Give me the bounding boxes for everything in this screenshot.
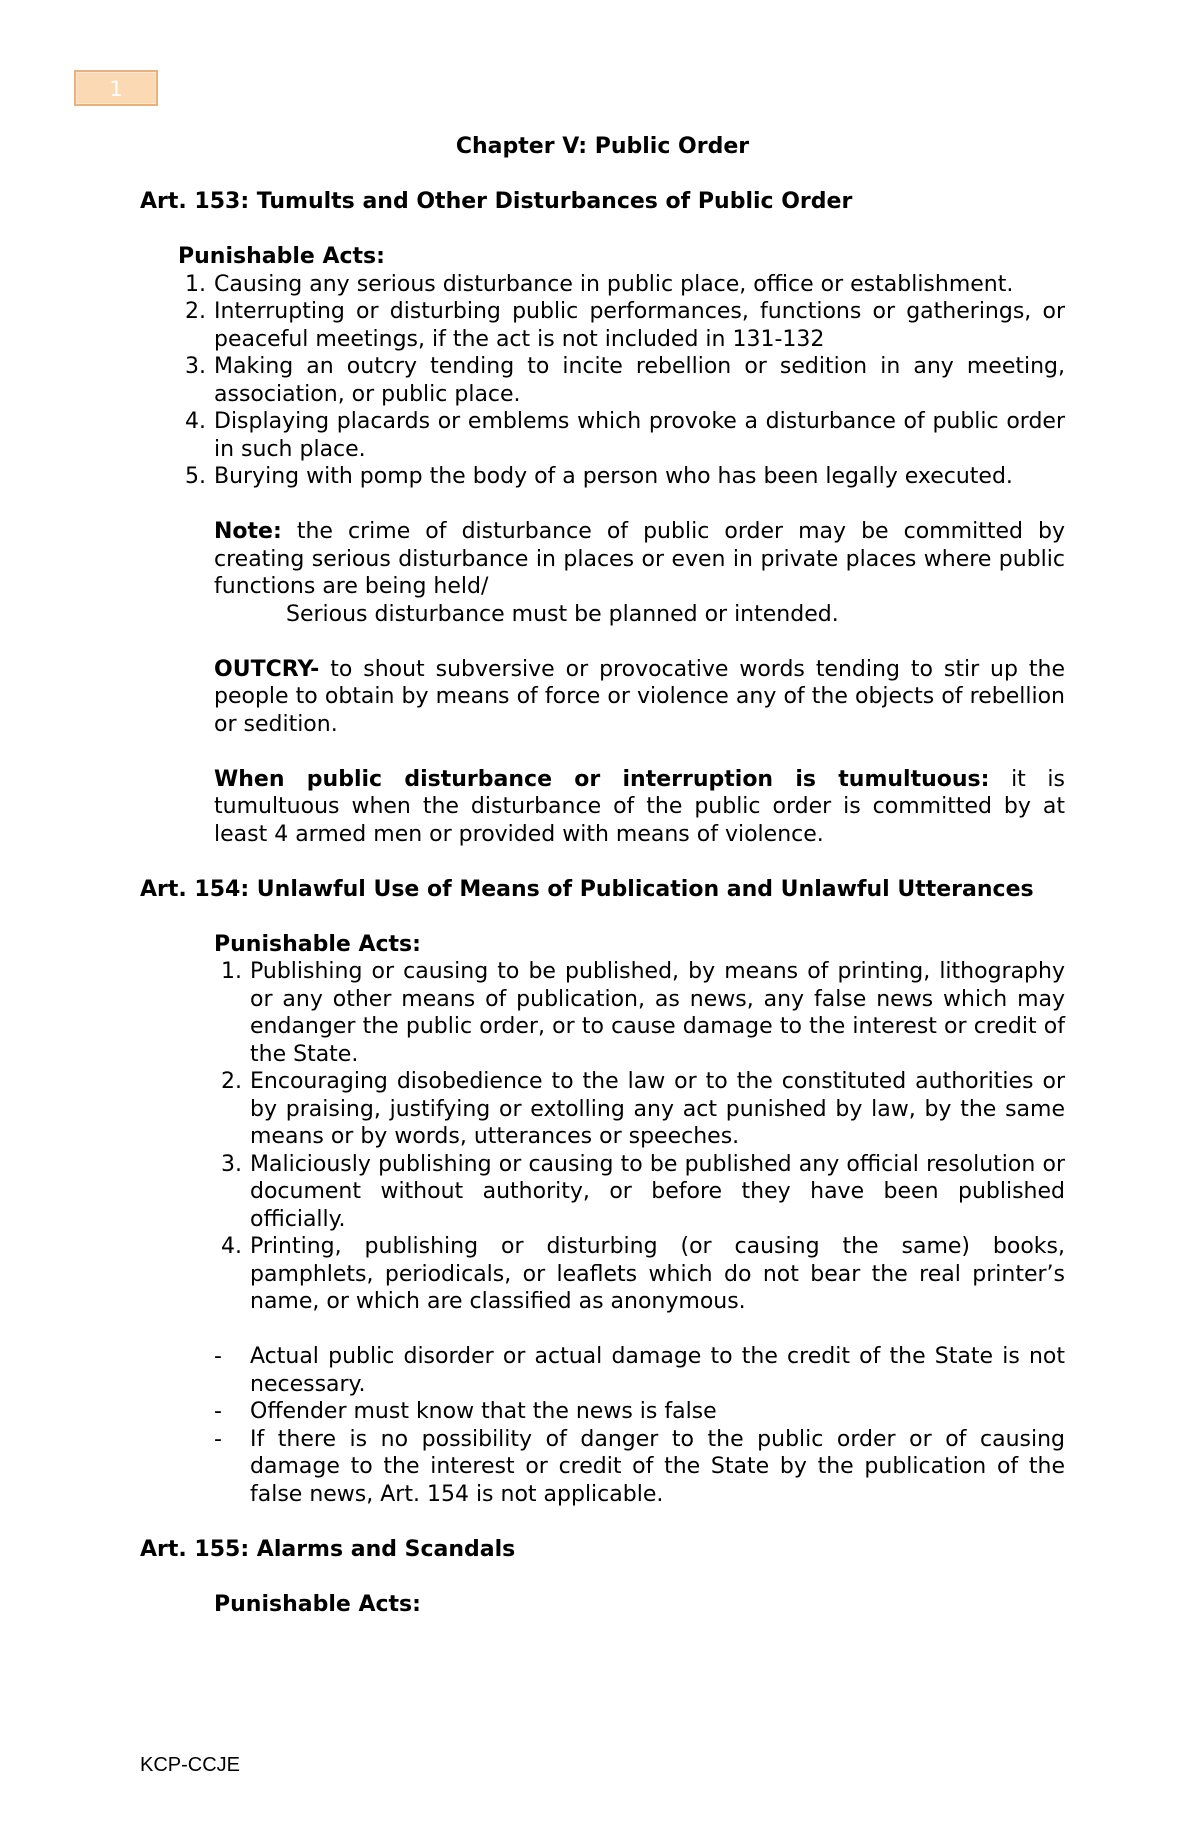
note-paragraph: Note: the crime of disturbance of public order may be committed by creating serious disturbance in places or even in private places where public functions are being held/	[214, 519, 1065, 599]
outcry-label: OUTCRY-	[214, 656, 320, 682]
page-number: 1	[109, 77, 123, 101]
art153-title: Art. 153: Tumults and Other Disturbances of Public Order	[140, 189, 853, 214]
list-item: 3. Making an outcry tending to incite rebellion or sedition in any meeting, association, or public place.	[185, 354, 1065, 407]
list-item: 1. Causing any serious disturbance in public place, office or establishment.	[185, 271, 1014, 297]
note-line-2: Serious disturbance must be planned or intended.	[286, 601, 839, 627]
art154-acts-list	[214, 958, 1065, 1316]
list-item: 2. Encouraging disobedience to the law or to the constituted authorities or by praising, justifying or extolling any act punished by law, by the same means or by words, utterances or speeches.	[221, 1069, 1065, 1149]
outcry-paragraph: OUTCRY- to shout subversive or provocative words tending to stir up the people to obtain by means of force or violence any of the objects of rebellion or sedition.	[214, 656, 1065, 737]
list-item: 2. Interrupting or disturbing public performances, functions or gatherings, or peaceful meetings, if the act is not included in 131-132	[185, 299, 1065, 352]
tumult-paragraph: When public disturbance or interruption is tumultuous: it is tumultuous when the disturbance of the public order is committed by at least 4 armed men or provided with means of violence.	[214, 766, 1065, 847]
tumult-label: When public disturbance or interruption is tumultuous:	[214, 766, 990, 792]
list-item: 3. Maliciously publishing or causing to be published any official resolution or document without authority, or before they have been published officially.	[221, 1151, 1065, 1232]
page-number-badge	[74, 70, 158, 106]
list-item: 5. Burying with pomp the body of a person who has been legally executed.	[185, 464, 1013, 489]
footer-text: KCP-CCJE	[140, 1754, 241, 1776]
art154-subhead: Punishable Acts:	[214, 931, 421, 957]
list-item: - Actual public disorder or actual damage to the credit of the State is not necessary.	[214, 1344, 1065, 1397]
note-label: Note:	[214, 519, 282, 544]
document-body	[140, 133, 1065, 1618]
list-item: 4. Displaying placards or emblems which provoke a disturbance of public order in such place.	[185, 409, 1065, 462]
art153-subhead: Punishable Acts:	[178, 244, 385, 269]
art154-title: Art. 154: Unlawful Use of Means of Publication and Unlawful Utterances	[140, 876, 1034, 902]
art153-notes	[140, 518, 1065, 848]
list-item: - If there is no possibility of danger to the public order or of causing damage to the interest or credit of the State by the publication of the false news, Art. 154 is not applicable.	[214, 1426, 1065, 1507]
art153-acts-list	[178, 271, 1065, 491]
art154-section	[140, 931, 1065, 1509]
art153-section	[140, 243, 1065, 491]
art155-subhead: Punishable Acts:	[214, 1591, 421, 1617]
list-item: 1. Publishing or causing to be published, by means of printing, lithography or any other means of publication, as news, any false news which may endanger the public order, or to cause damage to the interest or credit of the State.	[221, 959, 1065, 1067]
list-item: - Offender must know that the news is false	[214, 1399, 717, 1424]
art155-section	[140, 1591, 1065, 1619]
chapter-title: Chapter V: Public Order	[455, 134, 750, 159]
art154-notes-list	[214, 1343, 1065, 1508]
art155-title: Art. 155: Alarms and Scandals	[140, 1536, 516, 1562]
list-item: 4. Printing, publishing or disturbing (or causing the same) books, pamphlets, periodicals, or leaflets which do not bear the real printer’s name, or which are classified as anonymous.	[221, 1234, 1065, 1314]
